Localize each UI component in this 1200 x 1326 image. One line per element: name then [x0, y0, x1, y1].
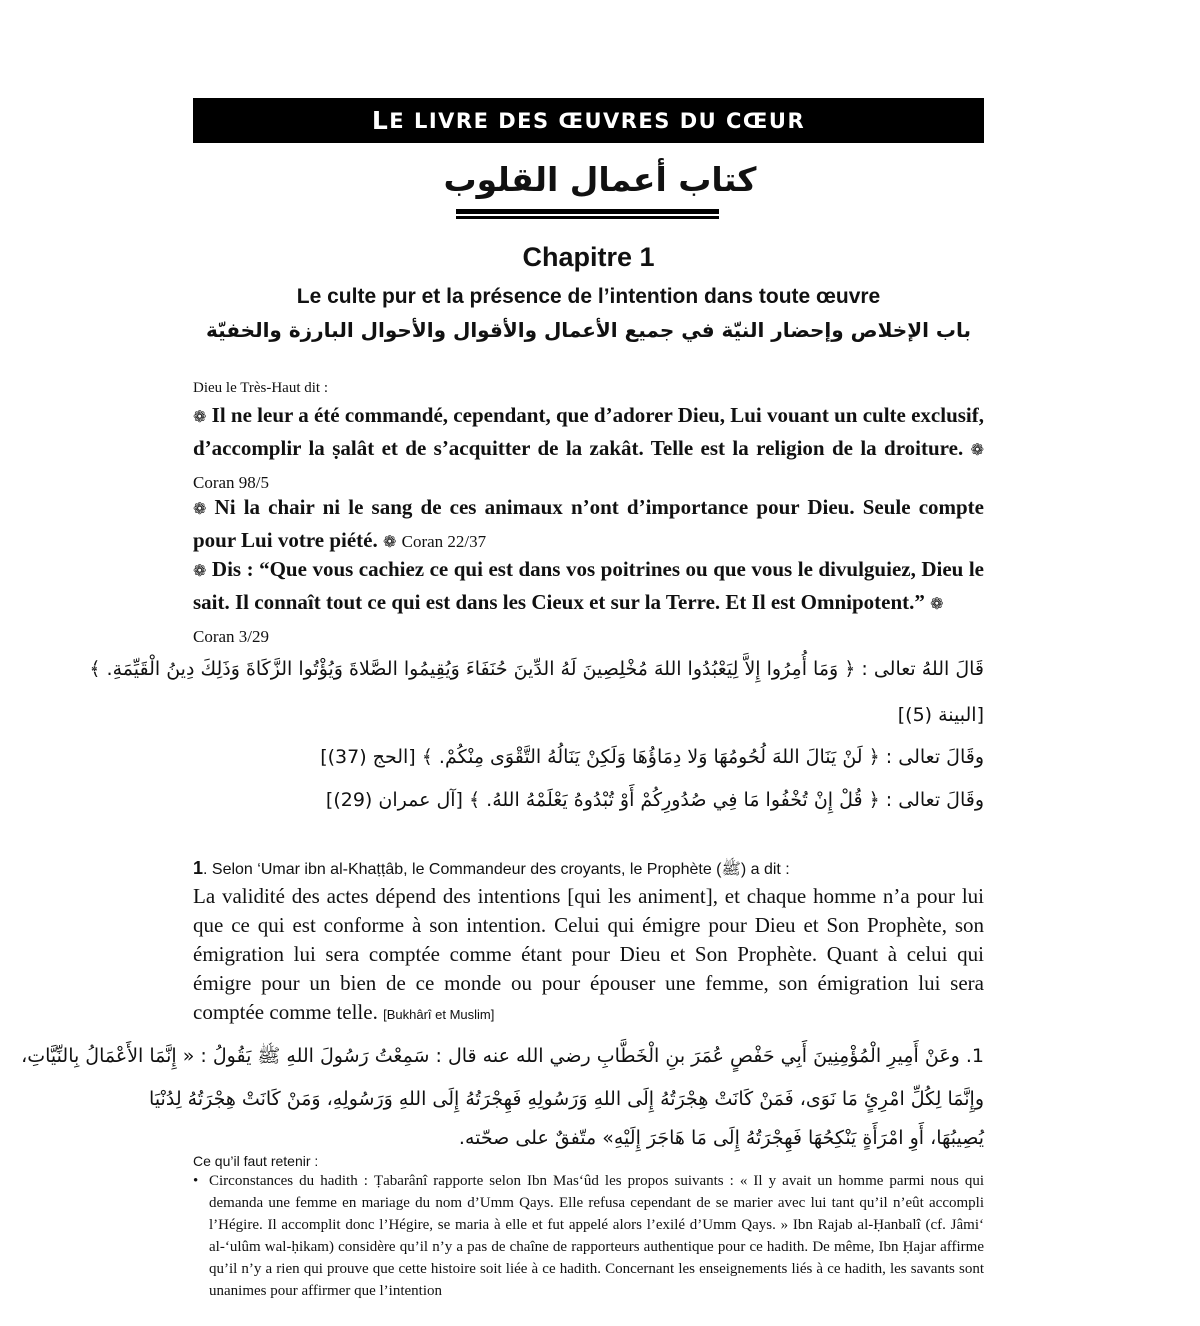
verse-reference: Coran 98/5	[193, 473, 270, 492]
arabic-verse-reference: [البينة (5)]	[897, 704, 984, 726]
hadith-body: La validité des actes dépend des intentions [qui les animent], et chaque homme n’a pour lui que ce qui est conforme à son intention. Celui qui émigre pour Dieu et Son Prophète, son émigration lui sera comptée comme étant pour Dieu et Son Prophète. Quant à celui qui émigre pour un bien de ce monde ou pour épouser une femme, son émigration lui sera comptée comme telle.	[193, 884, 984, 1024]
hadith-number: 1	[193, 858, 204, 878]
arabic-verse-line: وقَالَ تعالى : ﴿ قُلْ إِنْ تُخْفُوا مَا فِي صُدُورِكُمْ أَوْ تُبْدُوهُ يَعْلَمْهُ اللهُ. ﴾ [آل عمران (29)]	[325, 789, 984, 811]
verse-close-ornament-icon: ❁	[382, 534, 397, 551]
verse-close-ornament-icon: ❁	[930, 596, 944, 613]
verse-text: Dis : “Que vous cachiez ce qui est dans vos poitrines ou que vous le divulguiez, Dieu le sait. Il connaît tout ce qui est dans les Cieux et sur la Terre. Et Il est Omnipotent.”	[193, 557, 984, 614]
chapter-arabic-title: باب الإخلاص وإحضار النيّة في جميع الأعمال والأقوال والأحوال البارزة والخفيّة	[205, 318, 972, 342]
chapter-number: Chapitre 1	[522, 242, 655, 272]
arabic-verse-line: قَالَ اللهُ تعالى : ﴿ وَمَا أُمِرُوا إِلاَّ لِيَعْبُدُوا اللهَ مُخْلِصِينَ لَهُ الدِّينَ حُنَفَاءَ وَيُقِيمُوا الصَّلاةَ وَيُؤْتُوا الزَّكَاةَ وَذَلِكَ دِينُ الْقَيِّمَةِ. ﴾	[89, 658, 984, 680]
hadith-narrator: . Selon ‘Umar ibn al-Khaṭṭâb, le Commandeur des croyants, le Prophète (ﷺ) a dit :	[203, 861, 790, 878]
quran-verse	[193, 554, 984, 652]
quran-verse	[193, 400, 984, 498]
verse-close-ornament-icon: ❁	[970, 442, 984, 459]
retain-bullet-text: Circonstances du hadith : Ṭabarânî rapporte selon Ibn Mas‘ûd les propos suivants : « Il y avait un homme parmi nous qui demanda une femme en mariage du nom d’Umm Qays. Elle refusa cependant de se marier avec lui tant qu’il n’eût accompli l’Hégire. Il accomplit donc l’Hégire, se maria à elle et fut appelé alors l’exilé d’Umm Qays. » Ibn Rajab al-Ḥanbalî (cf. Jâmi‘ al-‘ulûm wal-ḥikam) considère qu’il n’y a pas de chaîne de rapporteurs authentique pour ce hadith. De même, Ibn Ḥajar affirme qu’il n’y a rien qui prouve que cette histoire soit liée à ce hadith. Concernant les enseignements liés à ce hadith, les savants sont unanimes pour affirmer que l’intention	[209, 1173, 984, 1299]
quran-verse	[193, 492, 984, 558]
book-title-banner	[193, 98, 984, 143]
retain-bullet-item	[193, 1170, 984, 1302]
arabic-verse-line: وقَالَ تعالى : ﴿ لَنْ يَنَالَ اللهَ لُحُومُهَا وَلا دِمَاؤُهَا وَلَكِنْ يَنَالُهُ التَّقْوَى مِنْكُمْ. ﴾ [الحج (37)]	[320, 746, 984, 768]
verse-reference: Coran 3/29	[193, 627, 270, 646]
verse-open-ornament-icon: ❁	[193, 501, 207, 518]
bullet-icon: •	[193, 1173, 199, 1189]
double-rule-divider	[456, 209, 719, 219]
hadith-text	[193, 882, 984, 1029]
chapter-title: Le culte pur et la présence de l’intention dans toute œuvre	[296, 285, 881, 308]
arabic-hadith-line: 1. وعَنْ أَمِيرِ الْمُؤْمِنِينَ أَبِي حَفْصٍ عُمَرَ بنِ الْخَطَّابِ رضي الله عنه قال : سَمِعْتُ رَسُولَ اللهِ ﷺ يَقُولُ : « إِنَّمَا الأَعْمَالُ بِالنِّيَّاتِ،	[21, 1045, 984, 1067]
verses-intro: Dieu le Très-Haut dit :	[193, 380, 328, 396]
banner-title: E LIVRE DES ŒUVRES DU CŒUR	[389, 108, 806, 133]
verse-open-ornament-icon: ❁	[193, 409, 207, 426]
retain-heading: Ce qu’il faut retenir :	[193, 1153, 319, 1169]
arabic-hadith-line: وإِنَّمَا لِكُلِّ امْرِئٍ مَا نَوَى، فَمَنْ كَانَتْ هِجْرَتُهُ إِلَى اللهِ وَرَسُولِهِ فَهِجْرَتُهُ إِلَى اللهِ وَرَسُولِهِ، وَمَنْ كَانَتْ هِجْرَتُهُ لِدُنْيَا	[149, 1088, 984, 1110]
hadith-intro	[193, 858, 790, 882]
hadith-source: [Bukhârî et Muslim]	[383, 1007, 495, 1022]
verse-text: Il ne leur a été commandé, cependant, que d’adorer Dieu, Lui vouant un culte exclusif, d’accomplir la ṣalât et de s’acquitter de la zakât. Telle est la religion de la droiture.	[193, 403, 985, 460]
arabic-book-title: كتاب أعمال القلوب	[443, 160, 757, 199]
verse-text: Ni la chair ni le sang de ces animaux n’ont d’importance pour Dieu. Seule compte pour Lui votre piété.	[193, 495, 984, 552]
verse-reference: Coran 22/37	[401, 532, 487, 551]
arabic-hadith-line: يُصِيبُهَا، أَوِ امْرَأَةٍ يَنْكِحُهَا فَهِجْرَتُهُ إِلَى مَا هَاجَرَ إِلَيْهِ» متّفقٌ على صحّته.	[458, 1127, 984, 1149]
verse-open-ornament-icon: ❁	[193, 563, 207, 580]
banner-initial: L	[371, 106, 390, 135]
